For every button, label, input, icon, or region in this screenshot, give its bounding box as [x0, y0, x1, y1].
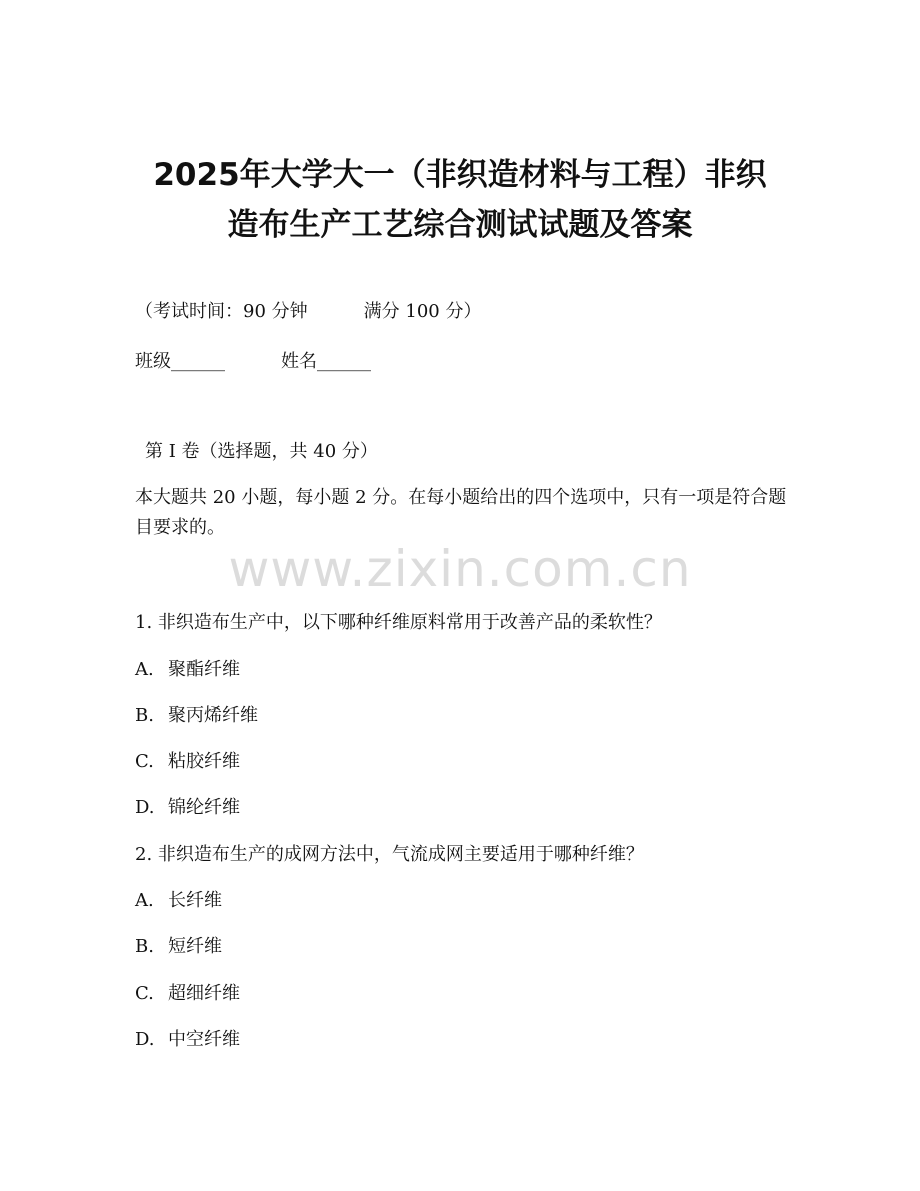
watermark: www.zixin.com.cn: [228, 540, 692, 598]
option-label: B.: [135, 936, 154, 957]
option-text: 中空纤维: [168, 1029, 240, 1050]
question-1-option-a: [135, 655, 240, 685]
question-1-option-d: [135, 793, 240, 823]
instructions: 本大题共 20 小题，每小题 2 分。在每小题给出的四个选项中，只有一项是符合题目要求的。: [135, 487, 787, 538]
title-line-2: 造布生产工艺综合测试试题及答案: [227, 207, 693, 243]
exam-info: [135, 297, 481, 327]
name-field: 姓名______: [281, 351, 371, 372]
section-heading: 第 I 卷（选择题，共 40 分）: [145, 441, 378, 462]
question-2-option-b: [135, 932, 222, 962]
option-text: 锦纶纤维: [168, 797, 240, 818]
question-2-option-d: [135, 1025, 240, 1055]
option-text: 粘胶纤维: [168, 751, 240, 772]
exam-time: （考试时间：90 分钟: [135, 301, 308, 322]
question-2-option-c: [135, 979, 240, 1009]
option-text: 聚酯纤维: [168, 659, 240, 680]
option-label: A.: [135, 659, 154, 680]
option-label: C.: [135, 983, 154, 1004]
option-text: 聚丙烯纤维: [168, 705, 258, 726]
student-fields: [135, 347, 371, 377]
question-1-option-b: [135, 701, 258, 731]
option-label: B.: [135, 705, 154, 726]
title-line-1: 2025年大学大一（非织造材料与工程）非织: [153, 157, 767, 193]
class-field: 班级______: [135, 351, 225, 372]
option-text: 超细纤维: [168, 983, 240, 1004]
option-label: D.: [135, 797, 155, 818]
full-score: 满分 100 分）: [363, 301, 482, 322]
document-title: [90, 150, 830, 250]
question-1-option-c: [135, 747, 240, 777]
question-1-text: 1. 非织造布生产中，以下哪种纤维原料常用于改善产品的柔软性？: [135, 612, 662, 633]
option-text: 短纤维: [168, 936, 222, 957]
question-2-option-a: [135, 886, 222, 916]
question-2-text: 2. 非织造布生产的成网方法中，气流成网主要适用于哪种纤维？: [135, 844, 644, 865]
option-label: A.: [135, 890, 154, 911]
option-label: C.: [135, 751, 154, 772]
option-text: 长纤维: [168, 890, 222, 911]
option-label: D.: [135, 1029, 155, 1050]
